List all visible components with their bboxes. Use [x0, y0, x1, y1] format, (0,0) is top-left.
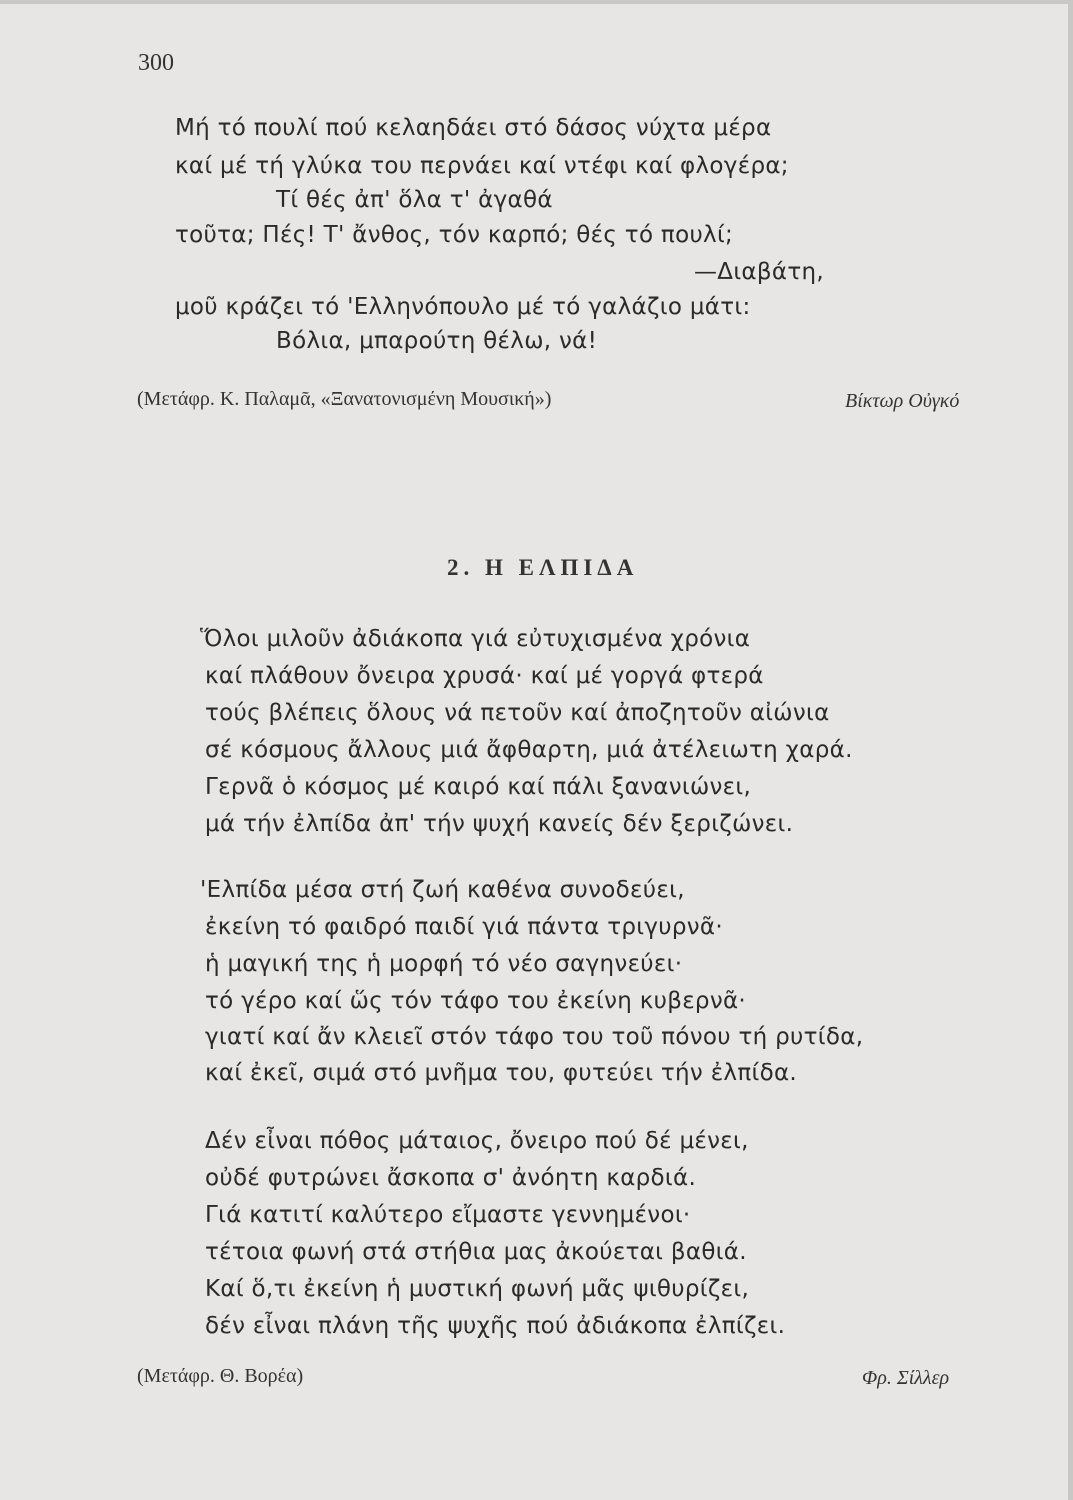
poem1-line: τοῦτα; Πές! Τ' ἄνθος, τόν καρπό; θές τό πουλί;	[175, 222, 734, 248]
page-number: 300	[138, 50, 174, 76]
poem1-line: —Διαβάτη,	[694, 259, 824, 285]
poem2-line: ἡ μαγική της ἡ μορφή τό νέο σαγηνεύει·	[205, 951, 683, 977]
poem2-line: Γερνᾶ ὁ κόσμος μέ καιρό καί πάλι ξανανιώνει,	[205, 774, 752, 800]
poem1-line: Μή τό πουλί πού κελαηδάει στό δάσος νύχτα μέρα	[175, 115, 772, 141]
page-right-edge	[1068, 0, 1073, 1500]
poem2-line: τέτοια φωνή στά στήθια μας ἀκούεται βαθιά.	[205, 1239, 747, 1265]
poem2-line: σέ κόσμους ἄλλους μιά ἄφθαρτη, μιά ἀτέλειωτη χαρά.	[205, 737, 853, 763]
poem2-line: τό γέρο καί ὥς τόν τάφο του ἐκείνη κυβερνᾶ·	[205, 988, 747, 1014]
poem2-translator-note: (Μετάφρ. Θ. Βορέα)	[137, 1365, 304, 1387]
poem2-line: Καί ὅ,τι ἐκείνη ἡ μυστική φωνή μᾶς ψιθυρίζει,	[205, 1276, 750, 1302]
poem2-line: γιατί καί ἄν κλειεῖ στόν τάφο του τοῦ πόνου τή ρυτίδα,	[205, 1024, 864, 1050]
poem2-line: τούς βλέπεις ὅλους νά πετοῦν καί ἀποζητοῦν αἰώνια	[205, 700, 830, 726]
poem2-line: Δέν εἶναι πόθος μάταιος, ὄνειρο πού δέ μένει,	[205, 1128, 749, 1154]
poem2-line: μά τήν ἐλπίδα ἀπ' τήν ψυχή κανείς δέν ξεριζώνει.	[205, 811, 794, 837]
poem1-line: Βόλια, μπαρούτη θέλω, νά!	[276, 328, 598, 354]
poem2-line: καί ἐκεῖ, σιμά στό μνῆμα του, φυτεύει τήν ἐλπίδα.	[205, 1060, 798, 1086]
poem1-author: Βίκτωρ Οὐγκό	[845, 390, 960, 412]
poem2-line: οὐδέ φυτρώνει ἄσκοπα σ' ἀνόητη καρδιά.	[205, 1165, 697, 1191]
poem2-line: δέν εἶναι πλάνη τῆς ψυχῆς πού ἀδιάκοπα ἐλπίζει.	[205, 1313, 786, 1339]
poem1-line: μοῦ κράζει τό 'Ελληνόπουλο μέ τό γαλάζιο μάτι:	[175, 294, 751, 320]
poem2-line: Γιά κατιτί καλύτερο εἴμαστε γεννημένοι·	[205, 1202, 691, 1228]
poem2-line: ἐκείνη τό φαιδρό παιδί γιά πάντα τριγυρνᾶ·	[205, 914, 724, 940]
page-top-edge	[0, 0, 1073, 4]
poem2-author: Φρ. Σίλλερ	[862, 1367, 950, 1389]
poem2-line: 'Ελπίδα μέσα στή ζωή καθένα συνοδεύει,	[200, 877, 685, 903]
poem1-line: Τί θές ἀπ' ὅλα τ' ἀγαθά	[276, 187, 553, 213]
poem2-line: καί πλάθουν ὄνειρα χρυσά· καί μέ γοργά φτερά	[205, 663, 764, 689]
poem2-line: Ὅλοι μιλοῦν ἀδιάκοπα γιά εὐτυχισμένα χρόνια	[200, 626, 751, 652]
poem1-line: καί μέ τή γλύκα του περνάει καί ντέφι καί φλογέρα;	[175, 153, 789, 179]
poem1-translator-note: (Μετάφρ. Κ. Παλαμᾶ, «Ξανατονισμένη Μουσική»)	[137, 388, 552, 410]
poem2-title: 2. Η ΕΛΠΙΔΑ	[447, 555, 639, 580]
